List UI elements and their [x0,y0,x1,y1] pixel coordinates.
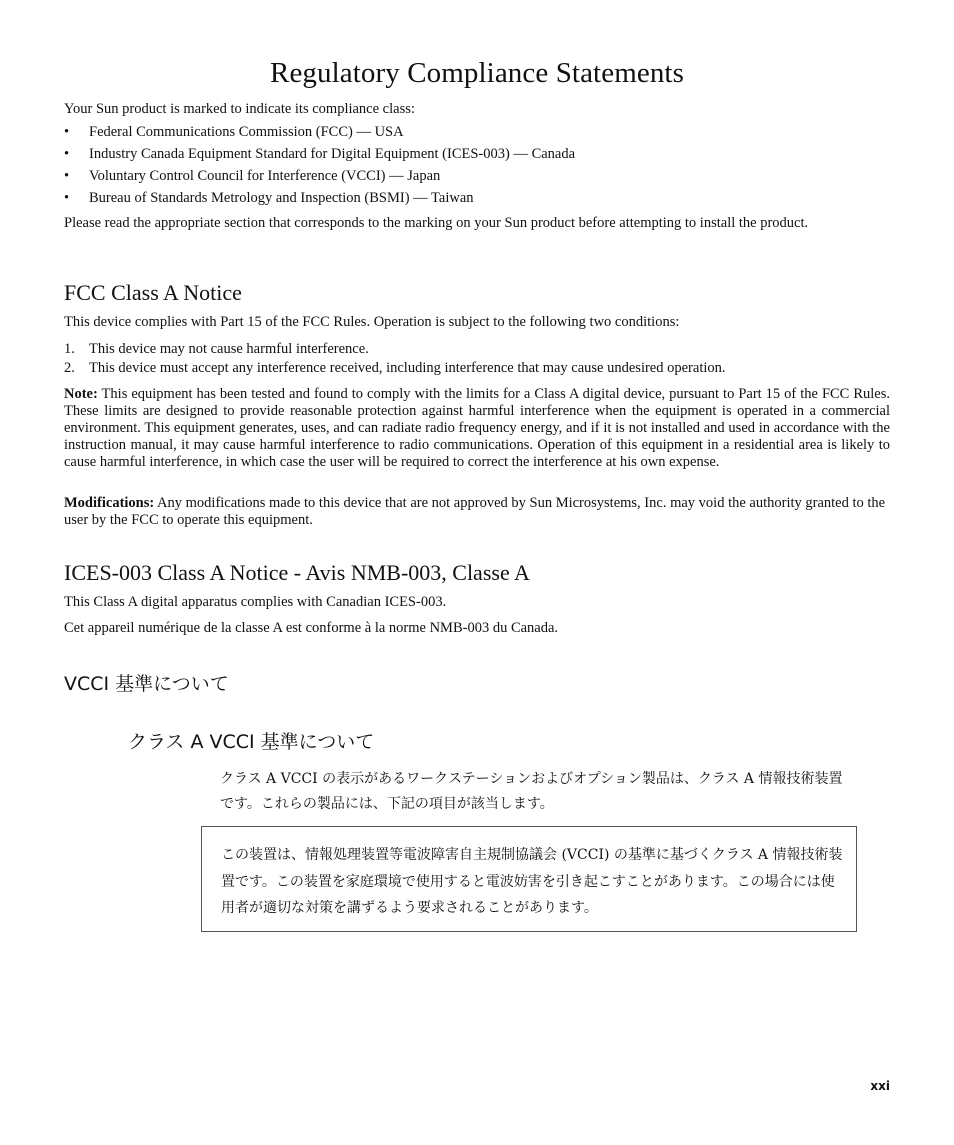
read-note: Please read the appropriate section that corresponds to the marking on your Sun product before attempting to install the product. [64,215,809,231]
bullet-mark: • [64,146,70,162]
note-text: This equipment has been tested and found to comply with the limits for a Class A digital device, pursuant to Part 15 of the FCC Rules. These limits are designed to provide reasonable protection against harmful interference when the equipment is operated in a commercial environment. This equipment generates, uses, and can radiate radio frequency energy, and if it is not installed and used in accordance with the instruction manual, it may cause harmful interference to radio communications. Operation of this equipment in a residential area is likely to cause harmful interference, in which case the user will be required to correct the interference at his own expense. [64,386,890,470]
vcci-text: クラス A VCCI の表示があるワークステーションおよびオプション製品は、クラス A 情報技術装置です。これらの製品には、下記の項目が該当します。 [220,771,843,812]
fcc-modifications [64,495,890,529]
ices-heading: ICES-003 Class A Notice - Avis NMB-003, Classe A [64,560,530,585]
page-number: xxi [870,1079,890,1093]
vcci-notice-box [201,826,857,932]
condition-number: 2. [64,360,75,376]
list-item-text: Federal Communications Commission (FCC) — USA [89,124,404,140]
vcci-class-a-heading: クラス A VCCI 基準について [128,731,375,753]
bullet-mark: • [64,190,70,206]
ices-french: Cet appareil numérique de la classe A est conforme à la norme NMB-003 du Canada. [64,620,559,636]
condition-text: This device may not cause harmful interference. [89,341,369,357]
ices-english: This Class A digital apparatus complies with Canadian ICES-003. [64,594,447,610]
modifications-label: Modifications: [64,495,155,511]
list-item-text: Bureau of Standards Metrology and Inspection (BSMI) — Taiwan [89,190,474,206]
list-item-text: Voluntary Control Council for Interference (VCCI) — Japan [89,168,441,184]
vcci-notice-text: この装置は、情報処理装置等電波障害自主規制協議会 (VCCI) の基準に基づくクラス A 情報技術装置です。この装置を家庭環境で使用すると電波妨害を引き起こすことがあります。この場合には使用者が適切な対策を講ずるよう要求されることがあります。 [221,847,843,916]
bullet-mark: • [64,124,70,140]
note-label: Note: [64,386,98,402]
bullet-mark: • [64,168,70,184]
vcci-heading: VCCI 基準について [64,673,229,695]
modifications-text: Any modifications made to this device that are not approved by Sun Microsystems, Inc. may void the authority granted to the user by the FCC to operate this equipment. [64,495,886,528]
page-title: Regulatory Compliance Statements [270,57,684,89]
intro-text: Your Sun product is marked to indicate its compliance class: [64,101,415,117]
fcc-note [64,386,890,471]
fcc-heading: FCC Class A Notice [64,280,242,305]
condition-text: This device must accept any interference received, including interference that may cause undesired operation. [89,360,726,376]
condition-number: 1. [64,341,75,357]
list-item-text: Industry Canada Equipment Standard for Digital Equipment (ICES-003) — Canada [89,146,576,162]
fcc-intro: This device complies with Part 15 of the FCC Rules. Operation is subject to the following two conditions: [64,314,680,330]
